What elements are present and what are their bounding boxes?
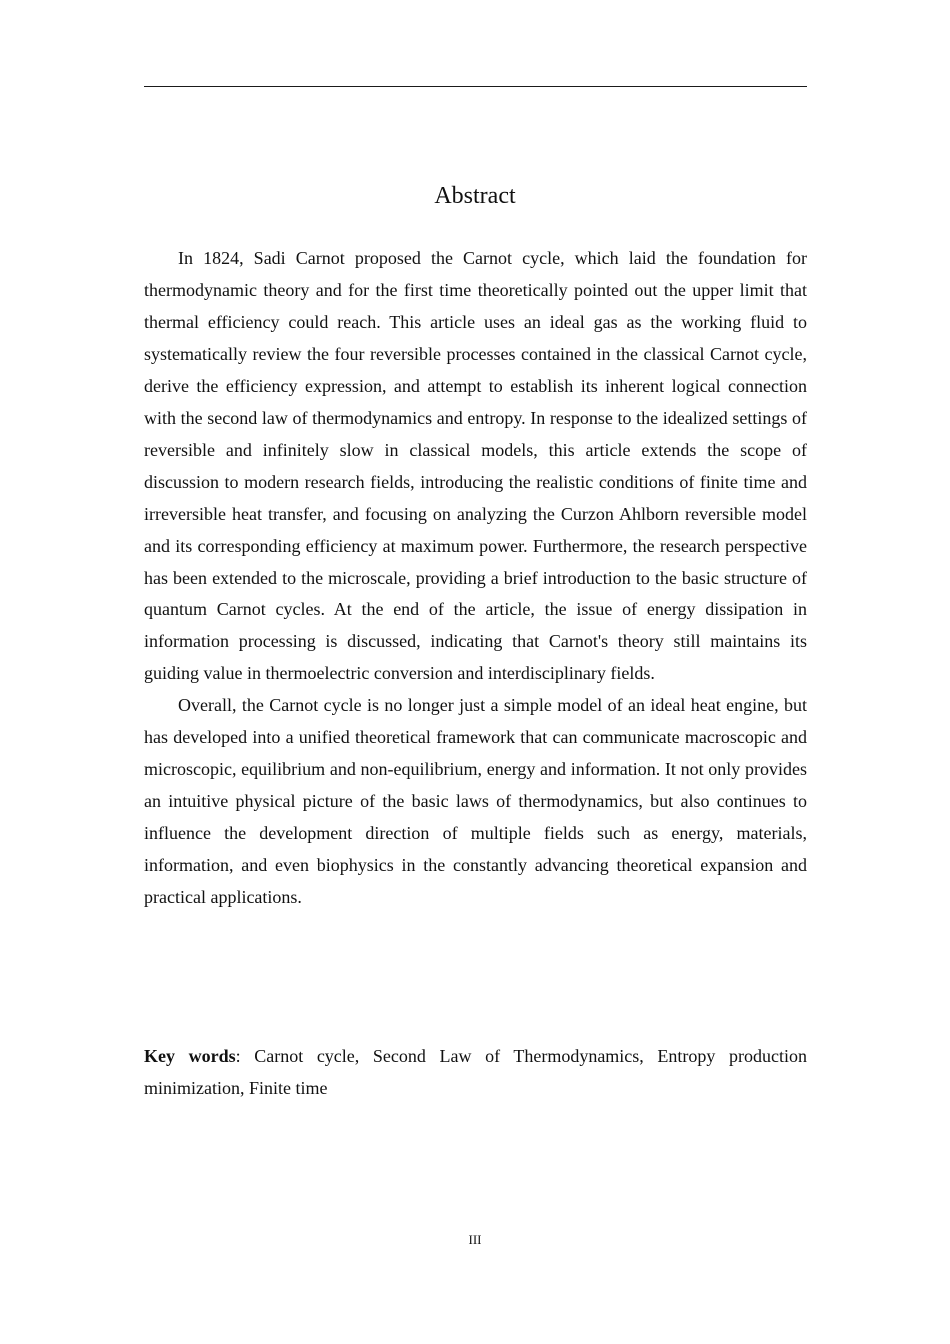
abstract-paragraph-1: In 1824, Sadi Carnot proposed the Carnot cycle, which laid the foundation for thermodynamic theory and for the first time theoretically pointed out the upper limit that thermal efficiency could reach. This article uses an ideal gas as the working fluid to systematically review the four reversible processes contained in the classical Carnot cycle, derive the efficiency expression, and attempt to establish its inherent logical connection with the second law of thermodynamics and entropy. In response to the idealized settings of reversible and infinitely slow in classical models, this article extends the scope of discussion to modern research fields, introducing the realistic conditions of finite time and irreversible heat transfer, and focusing on analyzing the Curzon Ahlborn reversible model and its corresponding efficiency at maximum power. Furthermore, the research perspective has been extended to the microscale, providing a brief introduction to the basic structure of quantum Carnot cycles. At the end of the article, the issue of energy dissipation in information processing is discussed, indicating that Carnot's theory still maintains its guiding value in thermoelectric conversion and interdisciplinary fields. — [144, 248, 807, 684]
keywords-label: Key words — [144, 1046, 236, 1066]
keywords-line — [144, 1041, 807, 1105]
page-number: III — [468, 1232, 482, 1247]
abstract-body — [144, 243, 807, 914]
abstract-title: Abstract — [434, 183, 516, 209]
header-rule — [144, 86, 807, 87]
keywords-separator: : — [235, 1046, 255, 1066]
abstract-paragraph-2: Overall, the Carnot cycle is no longer just a simple model of an ideal heat engine, but has developed into a unified theoretical framework that can communicate macroscopic and microscopic, equilibrium and non-equilibrium, energy and information. It not only provides an intuitive physical picture of the basic laws of thermodynamics, but also continues to influence the development direction of multiple fields such as energy, materials, information, and even biophysics in the constantly advancing theoretical expansion and practical applications. — [144, 695, 807, 908]
keywords-text: Carnot cycle, Second Law of Thermodynamics, Entropy production minimization, Finite time — [144, 1046, 807, 1098]
